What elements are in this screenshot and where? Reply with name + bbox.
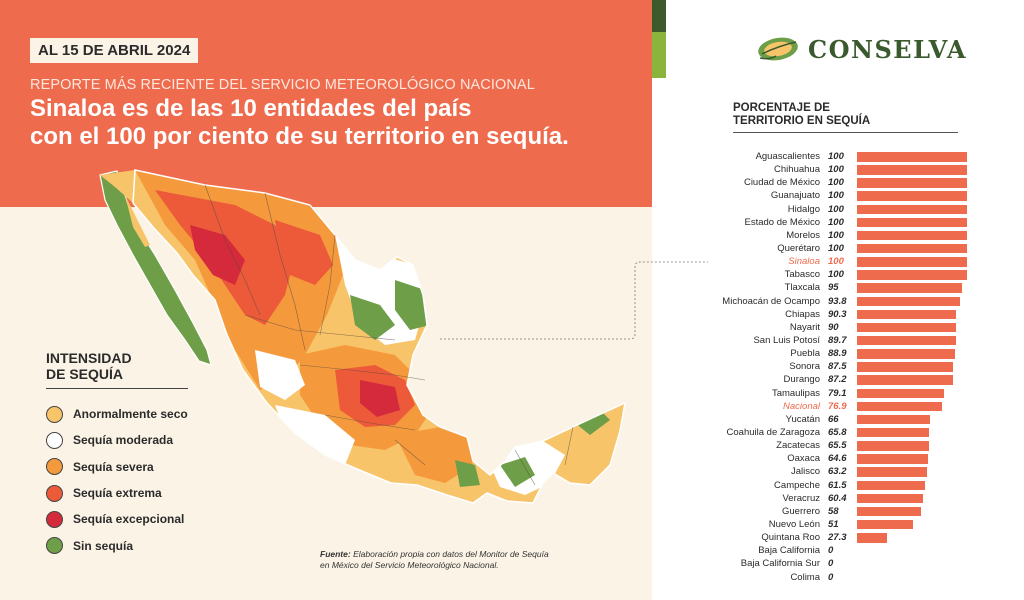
- legend-item: [46, 532, 196, 558]
- bar: [857, 481, 925, 491]
- legend-swatch: [46, 432, 63, 449]
- bar-category-label: Sinaloa: [788, 256, 820, 268]
- leaf-logo-icon: [756, 34, 802, 64]
- page-title: [30, 95, 569, 151]
- bar-row: [700, 413, 1024, 426]
- accent-strip-light: [652, 32, 666, 78]
- drought-legend: [46, 350, 196, 559]
- bar-category-label: Nayarit: [789, 321, 820, 333]
- bar-value-label: 100: [828, 177, 844, 189]
- bar-value-label: 100: [828, 151, 844, 162]
- bar-row: [700, 360, 1024, 373]
- legend-label: Sequía moderada: [73, 433, 174, 448]
- bar-category-label: Durango: [783, 374, 820, 386]
- bar: [857, 428, 929, 438]
- bar-value-label: 100: [828, 269, 844, 281]
- bar-row: [700, 426, 1024, 439]
- bar-value-label: 64.6: [828, 453, 847, 465]
- bar-row: [700, 387, 1024, 400]
- bar-value-label: 100: [828, 256, 844, 268]
- bar-row: [700, 531, 1024, 544]
- bar: [857, 454, 928, 464]
- legend-item: [46, 480, 196, 506]
- bar-value-label: 90.3: [828, 308, 847, 320]
- bar-value-label: 65.8: [828, 426, 847, 438]
- legend-swatch: [46, 458, 63, 475]
- bar: [857, 218, 967, 228]
- legend-swatch: [46, 511, 63, 528]
- bar-category-label: Morelos: [786, 229, 820, 241]
- bar-row: [700, 373, 1024, 386]
- bar-category-label: Tabasco: [784, 269, 820, 281]
- legend-item: [46, 427, 196, 453]
- bar: [857, 283, 962, 293]
- bar-category-label: Michoacán de Ocampo: [722, 295, 820, 307]
- bar: [857, 297, 960, 307]
- bar-row: [700, 189, 1024, 202]
- bar-row: [700, 229, 1024, 242]
- bar-row: [700, 281, 1024, 294]
- bar-value-label: 0: [828, 545, 834, 557]
- bar: [857, 323, 956, 333]
- bar-value-label: 100: [828, 229, 844, 241]
- bar-category-label: Veracruz: [782, 492, 820, 504]
- bar-value-label: 0: [828, 571, 834, 583]
- bar: [857, 178, 967, 188]
- bar-value-label: 90: [828, 321, 839, 333]
- chart-title: [733, 102, 870, 128]
- bar-row: [700, 321, 1024, 334]
- legend-item: [46, 454, 196, 480]
- brand-name: CONSELVA: [808, 34, 967, 64]
- legend-items: [46, 401, 196, 559]
- bar-value-label: 95: [828, 282, 839, 294]
- bar-row: [700, 163, 1024, 176]
- bar: [857, 191, 967, 201]
- bar-row: [700, 452, 1024, 465]
- bar-row: [700, 518, 1024, 531]
- source-note: [320, 549, 550, 571]
- legend-swatch: [46, 537, 63, 554]
- bar-category-label: Jalisco: [790, 466, 820, 478]
- bar-row: [700, 571, 1024, 584]
- bar-row: [700, 400, 1024, 413]
- legend-divider: [46, 388, 188, 389]
- bar-category-label: Chihuahua: [774, 164, 820, 176]
- chart-title-line-1: PORCENTAJE DE: [733, 102, 830, 114]
- bar: [857, 520, 913, 530]
- drought-bar-chart: [700, 150, 1024, 584]
- bar: [857, 152, 967, 162]
- bar-value-label: 27.3: [828, 532, 847, 544]
- legend-title: [46, 350, 196, 382]
- bar-category-label: Sonora: [789, 361, 820, 373]
- bar-category-label: Zacatecas: [776, 440, 820, 452]
- bar: [857, 494, 923, 504]
- bar: [857, 533, 887, 543]
- bar-row: [700, 334, 1024, 347]
- bar-value-label: 100: [828, 216, 844, 228]
- bar-value-label: 100: [828, 164, 844, 176]
- bar-value-label: 51: [828, 518, 839, 530]
- bar-row: [700, 176, 1024, 189]
- legend-label: Sin sequía: [73, 538, 134, 553]
- sinaloa-leader-line: [440, 255, 710, 345]
- bar-category-label: Campeche: [774, 479, 820, 491]
- bar-category-label: Estado de México: [744, 216, 820, 228]
- bar-category-label: Hidalgo: [787, 203, 820, 215]
- legend-swatch: [46, 485, 63, 502]
- bar-row: [700, 255, 1024, 268]
- bar-value-label: 63.2: [828, 466, 847, 478]
- bar: [857, 389, 944, 399]
- bar-value-label: 0: [828, 558, 834, 570]
- bar-value-label: 87.5: [828, 361, 847, 373]
- chart-divider: [733, 132, 958, 133]
- bar-value-label: 79.1: [828, 387, 847, 399]
- bar-row: [700, 216, 1024, 229]
- bar-row: [700, 544, 1024, 557]
- bar-value-label: 100: [828, 242, 844, 254]
- bar: [857, 507, 921, 517]
- bar-row: [700, 505, 1024, 518]
- bar-value-label: 65.5: [828, 440, 847, 452]
- bar: [857, 165, 967, 175]
- bar-row: [700, 347, 1024, 360]
- bar-value-label: 66: [828, 413, 839, 425]
- bar: [857, 244, 967, 254]
- bar-category-label: Guanajuato: [770, 190, 820, 202]
- bar-category-label: Puebla: [790, 348, 820, 360]
- bar-value-label: 89.7: [828, 334, 847, 346]
- bar-row: [700, 479, 1024, 492]
- source-label: Fuente:: [320, 549, 351, 559]
- bar-category-label: Chiapas: [785, 308, 820, 320]
- bar-row: [700, 203, 1024, 216]
- chart-title-line-2: TERRITORIO EN SEQUÍA: [733, 115, 871, 127]
- bar-value-label: 61.5: [828, 479, 847, 491]
- bar: [857, 270, 967, 280]
- accent-strip-dark: [652, 0, 666, 32]
- bar: [857, 257, 967, 267]
- bar-row: [700, 308, 1024, 321]
- bar-value-label: 76.9: [828, 400, 847, 412]
- bar-row: [700, 465, 1024, 478]
- bar-category-label: Guerrero: [781, 505, 820, 517]
- bar-value-label: 93.8: [828, 295, 847, 307]
- legend-label: Sequía severa: [73, 459, 154, 474]
- headline-line-1: Sinaloa es de las 10 entidades del país: [30, 95, 472, 122]
- legend-label: Sequía extrema: [73, 486, 162, 501]
- bar: [857, 310, 956, 320]
- bar-row: [700, 150, 1024, 163]
- bar-category-label: Aguascalientes: [755, 151, 820, 162]
- bar-category-label: Baja California: [758, 545, 820, 557]
- bar: [857, 205, 967, 215]
- bar-row: [700, 439, 1024, 452]
- bar-category-label: Nuevo León: [768, 518, 820, 530]
- legend-label: Sequía excepcional: [73, 512, 185, 527]
- legend-swatch: [46, 406, 63, 423]
- bar-category-label: San Luis Potosí: [753, 334, 820, 346]
- bar-category-label: Tamaulipas: [771, 387, 820, 399]
- bar-value-label: 60.4: [828, 492, 847, 504]
- headline-line-2: con el 100 por ciento de su territorio en sequía.: [30, 123, 569, 150]
- bar: [857, 441, 929, 451]
- bar-row: [700, 268, 1024, 281]
- source-text: Elaboración propia con datos del Monitor de Sequía en México del Servicio Meteorológico Nacional.: [320, 549, 549, 570]
- bar: [857, 467, 927, 477]
- bar: [857, 362, 953, 372]
- date-badge: AL 15 DE ABRIL 2024: [30, 38, 198, 63]
- bar-value-label: 100: [828, 203, 844, 215]
- legend-title-line-2: DE SEQUÍA: [46, 366, 124, 382]
- bar-category-label: Yucatán: [785, 413, 820, 425]
- legend-item: [46, 401, 196, 427]
- bar-category-label: Ciudad de México: [743, 177, 820, 189]
- legend-title-line-1: INTENSIDAD: [46, 350, 132, 366]
- bar-category-label: Nacional: [783, 400, 820, 412]
- bar-category-label: Baja California Sur: [740, 558, 820, 570]
- report-subtitle: REPORTE MÁS RECIENTE DEL SERVICIO METEOROLÓGICO NACIONAL: [30, 77, 535, 93]
- bar-value-label: 100: [828, 190, 844, 202]
- bar: [857, 402, 942, 412]
- bar-row: [700, 492, 1024, 505]
- bar-row: [700, 242, 1024, 255]
- bar: [857, 415, 930, 425]
- bar-category-label: Oaxaca: [787, 453, 820, 465]
- bar: [857, 336, 956, 346]
- bar: [857, 231, 967, 241]
- bar: [857, 375, 953, 385]
- bar-row: [700, 295, 1024, 308]
- bar-value-label: 87.2: [828, 374, 847, 386]
- bar-category-label: Tlaxcala: [784, 282, 820, 294]
- bar-row: [700, 557, 1024, 570]
- legend-item: [46, 506, 196, 532]
- legend-label: Anormalmente seco: [73, 407, 188, 422]
- bar-value-label: 58: [828, 505, 839, 517]
- bar: [857, 349, 955, 359]
- bar-category-label: Quintana Roo: [761, 532, 820, 544]
- bar-value-label: 88.9: [828, 348, 847, 360]
- bar-category-label: Querétaro: [777, 242, 820, 254]
- bar-category-label: Coahuila de Zaragoza: [726, 426, 820, 438]
- bar-category-label: Colima: [790, 571, 820, 583]
- brand-logo: [756, 34, 967, 64]
